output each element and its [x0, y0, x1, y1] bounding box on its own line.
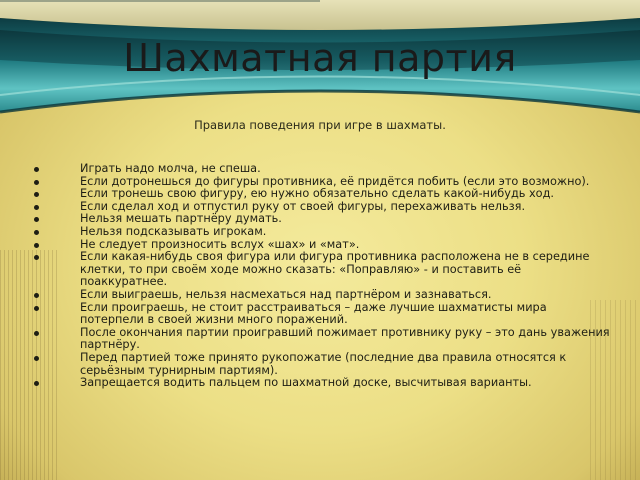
rule-text: Нельзя подсказывать игрокам. — [80, 224, 267, 238]
bullet-icon — [34, 381, 39, 386]
list-item — [34, 327, 610, 352]
bullet-icon — [34, 255, 39, 260]
rule-text: Если тронешь свою фигуру, ею нужно обязательно сделать какой-нибудь ход. — [80, 187, 555, 201]
slide-title: Шахматная партия — [123, 36, 517, 80]
rule-text: Если дотронешься до фигуры противника, её придётся побить (если это возможно). — [80, 174, 590, 188]
list-item — [34, 377, 610, 390]
rule-text: Не следует произносить вслух «шах» и «мат». — [80, 237, 360, 251]
bullet-icon — [34, 293, 39, 298]
rule-text: Если какая-нибудь своя фигура или фигура противника расположена не в середине клетки, то при своём ходе можно сказать: «Поправляю» - и поставить её поаккуратнее. — [80, 250, 590, 289]
rule-text: Если сделал ход и отпустил руку от своей фигуры, перехаживать нельзя. — [80, 199, 526, 213]
list-item — [34, 251, 610, 289]
bullet-icon — [34, 192, 39, 197]
bullet-icon — [34, 331, 39, 336]
bullet-icon — [34, 243, 39, 248]
rule-text: Нельзя мешать партнёру думать. — [80, 212, 282, 226]
bullet-icon — [34, 180, 39, 185]
bullet-icon — [34, 167, 39, 172]
rules-list — [34, 163, 610, 390]
rule-text: Играть надо молча, не спеша. — [80, 162, 261, 175]
rule-text: Если проиграешь, не стоит расстраиваться – даже лучшие шахматисты мира потерпели в своей жизни много поражений. — [80, 300, 547, 327]
list-item — [34, 352, 610, 377]
rule-text: После окончания партии проигравший пожимает противнику руку – это дань уважения партнёру. — [80, 325, 610, 352]
rule-text: Если выиграешь, нельзя насмехаться над партнёром и зазнаваться. — [80, 287, 492, 301]
rule-text: Запрещается водить пальцем по шахматной доске, высчитывая варианты. — [80, 376, 532, 390]
bullet-icon — [34, 217, 39, 222]
slide-subtitle: Правила поведения при игре в шахматы. — [194, 118, 446, 132]
bullet-icon — [34, 306, 39, 311]
bullet-icon — [34, 205, 39, 210]
rule-text: Перед партией тоже принято рукопожатие (последние два правила относятся к серьёзным турнирным партиям). — [80, 350, 567, 377]
list-item — [34, 302, 610, 327]
bullet-icon — [34, 230, 39, 235]
bullet-icon — [34, 356, 39, 361]
